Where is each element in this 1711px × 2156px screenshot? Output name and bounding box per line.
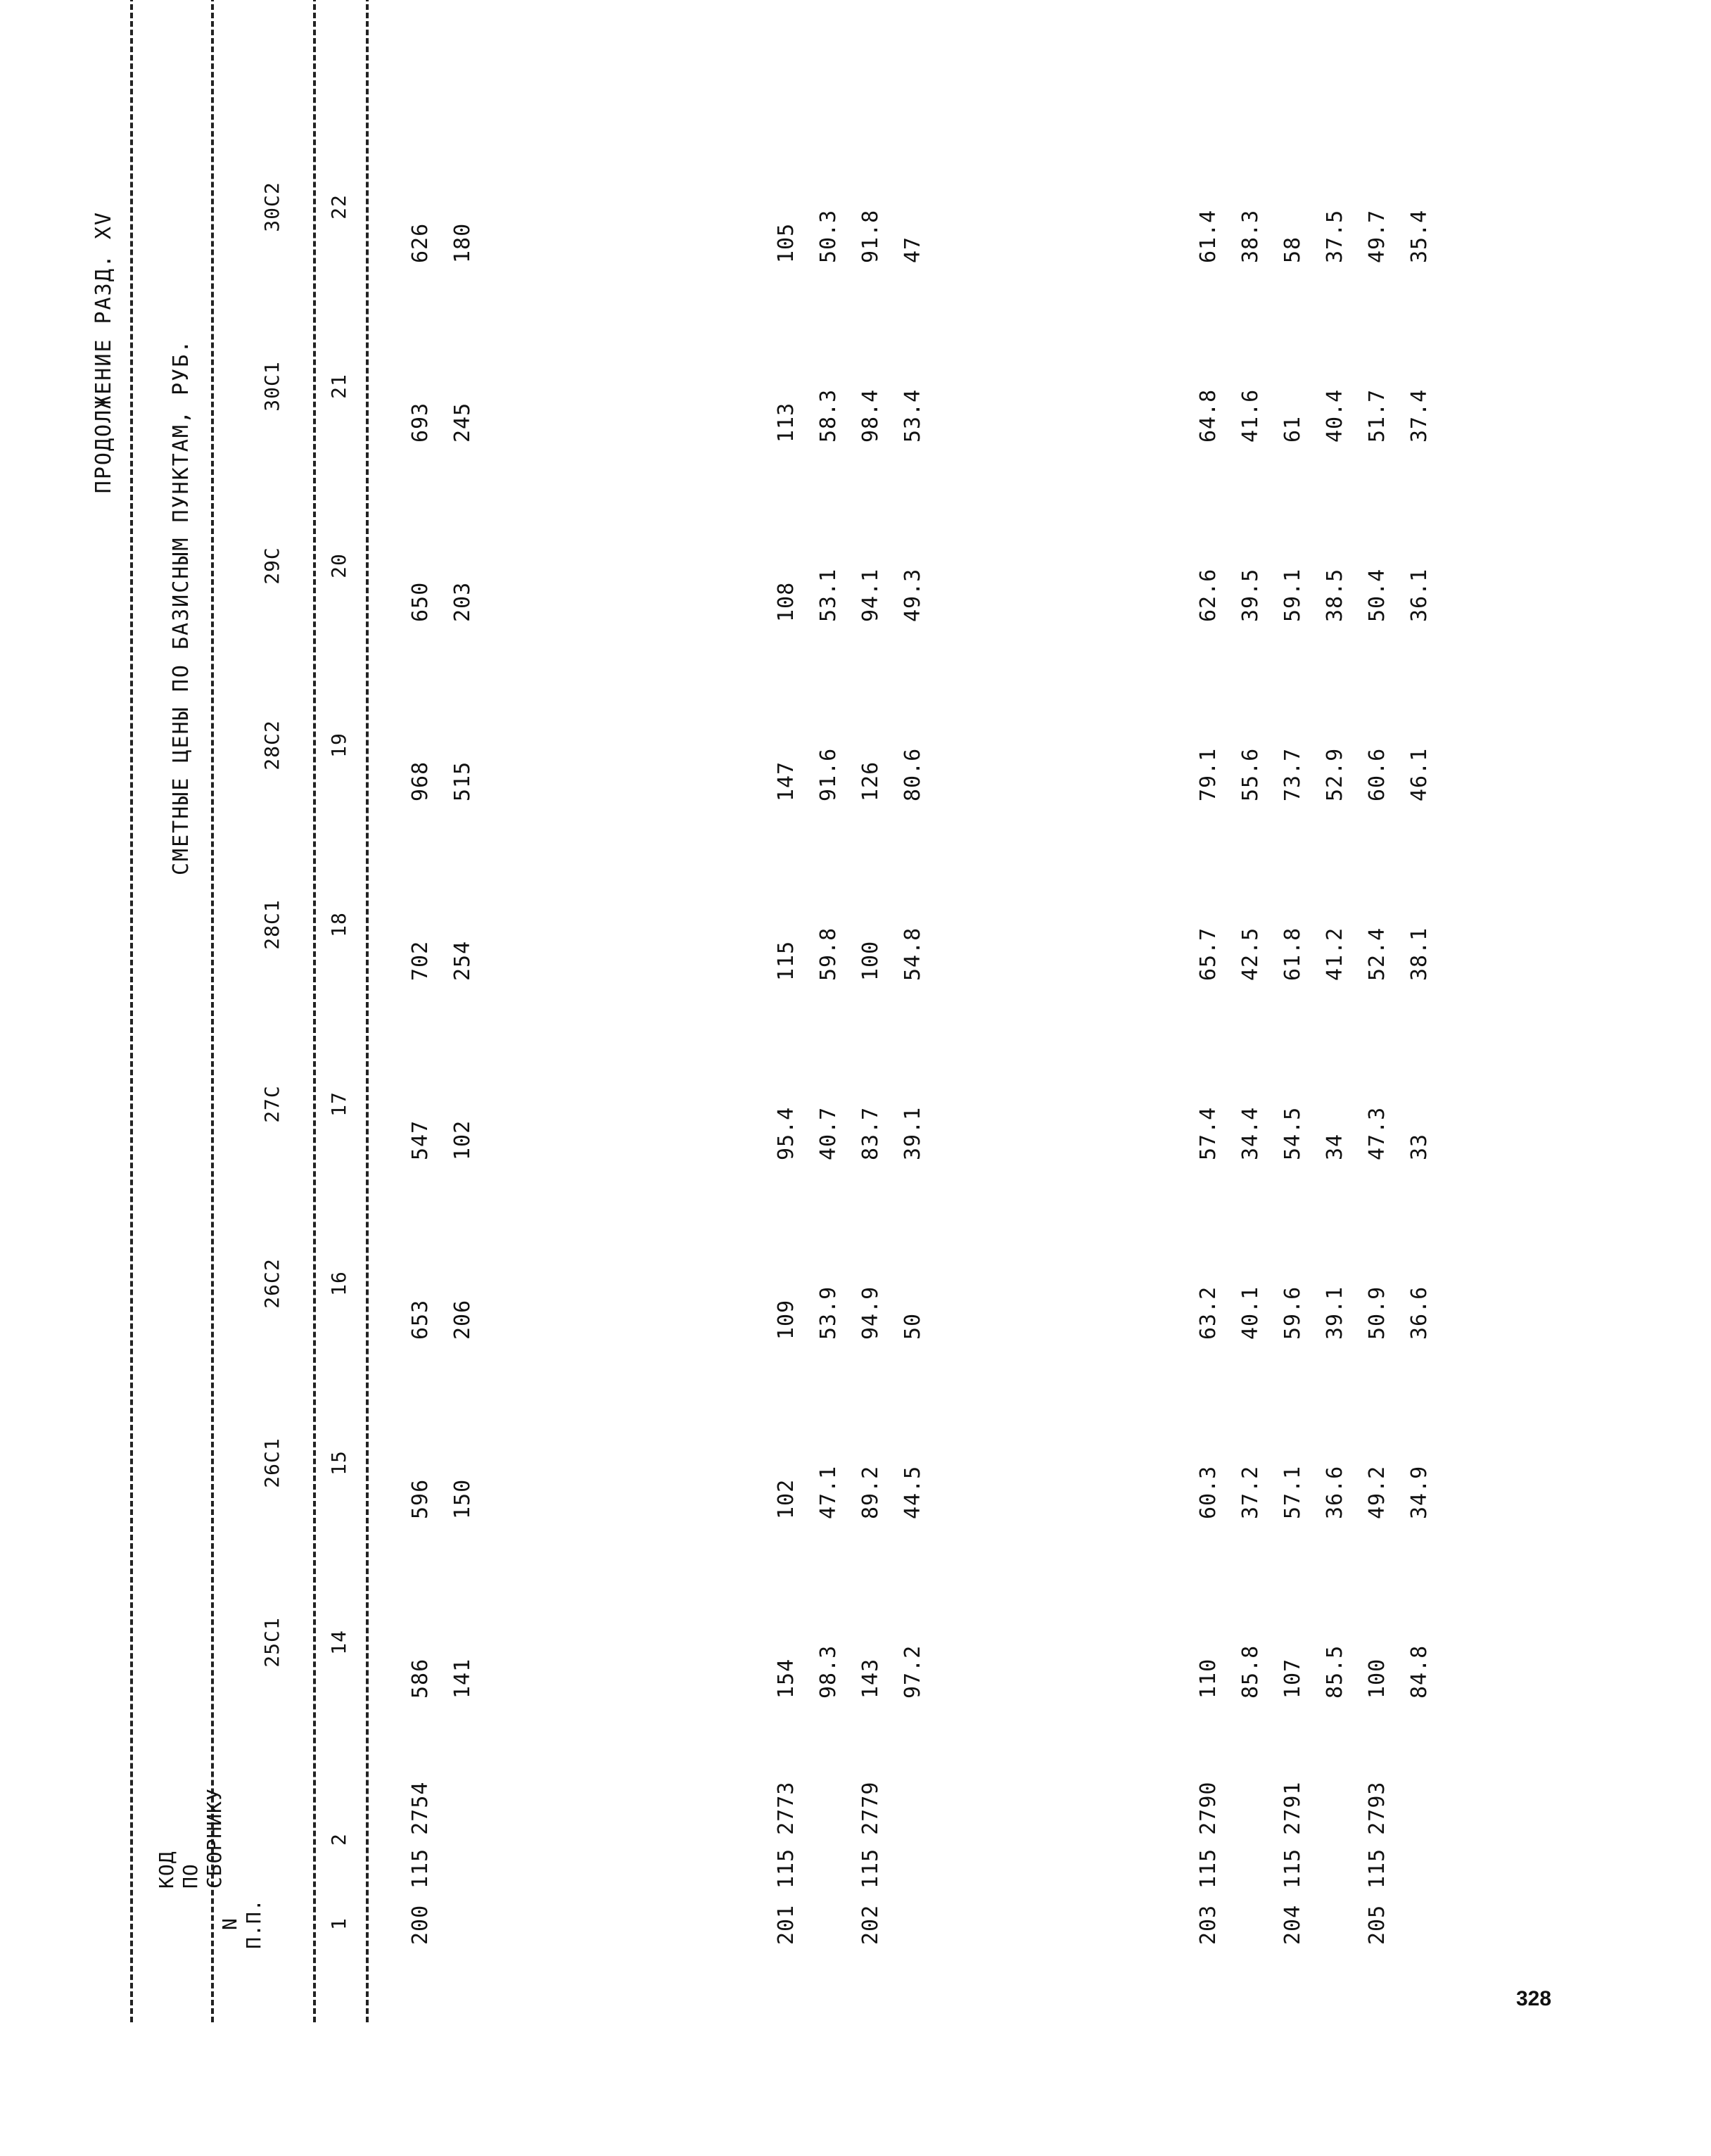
row-value: 55.6: [1238, 747, 1263, 801]
row-value: 254: [450, 940, 475, 981]
column-number: 21: [327, 374, 350, 399]
row-value: 35.4: [1407, 209, 1432, 263]
row-value: 97.2: [901, 1644, 925, 1699]
table-row: [858, 0, 901, 2156]
table-row: [816, 0, 858, 2156]
row-value: 102: [774, 1478, 799, 1519]
row-value: 94.1: [858, 568, 883, 622]
table-row: [1196, 0, 1238, 2156]
col-num-label: N П.П.: [218, 1898, 265, 1949]
row-value: 102: [450, 1120, 475, 1160]
table-row: [901, 0, 943, 2156]
row-value: 49.3: [901, 568, 925, 622]
page-number: 328: [1516, 1987, 1552, 2010]
row-value: 34: [1323, 1133, 1347, 1160]
row-value: 98.4: [858, 388, 883, 443]
row-value: 206: [450, 1299, 475, 1340]
row-value: 34.9: [1407, 1465, 1432, 1519]
table-row: [408, 0, 450, 2156]
row-value: 80.6: [901, 747, 925, 801]
column-number: 22: [327, 194, 350, 220]
row-value: 150: [450, 1478, 475, 1519]
row-value: 702: [408, 940, 433, 981]
row-value: 57.4: [1196, 1106, 1221, 1160]
row-value: 49.7: [1365, 209, 1389, 263]
row-value: 62.6: [1196, 568, 1221, 622]
column-number: 17: [327, 1091, 350, 1117]
row-value: 64.8: [1196, 388, 1221, 443]
row-number: 204: [1280, 1904, 1305, 1945]
row-value: 40.4: [1323, 388, 1347, 443]
row-value: 54.8: [901, 927, 925, 981]
row-code: 115 2790: [1196, 1781, 1221, 1889]
group-title: СМЕТНЫЕ ЦЕНЫ ПО БАЗИСНЫМ ПУНКТАМ, РУБ.: [169, 338, 193, 875]
row-value: 693: [408, 402, 433, 443]
row-value: 98.3: [816, 1644, 841, 1699]
row-value: 33: [1407, 1133, 1432, 1160]
column-number: 18: [327, 912, 350, 937]
row-value: 245: [450, 402, 475, 443]
col-code-number: 2: [327, 1833, 350, 1846]
row-number: 201: [774, 1904, 799, 1945]
row-value: 968: [408, 761, 433, 801]
row-number: 202: [858, 1904, 883, 1945]
row-value: 57.1: [1280, 1465, 1305, 1519]
row-value: 37.5: [1323, 209, 1347, 263]
row-value: 46.1: [1407, 747, 1432, 801]
row-value: 38.1: [1407, 927, 1432, 981]
row-value: 50.9: [1365, 1286, 1389, 1340]
row-value: 141: [450, 1658, 475, 1699]
column-number: 14: [327, 1630, 350, 1655]
column-header: 29С: [260, 547, 284, 585]
row-number: 203: [1196, 1904, 1221, 1945]
row-value: 653: [408, 1299, 433, 1340]
row-value: 180: [450, 222, 475, 263]
row-value: 50.3: [816, 209, 841, 263]
row-value: 105: [774, 222, 799, 263]
row-value: 61.4: [1196, 209, 1221, 263]
column-number: 16: [327, 1271, 350, 1296]
row-value: 85.5: [1323, 1644, 1347, 1699]
column-header: 28С2: [260, 720, 284, 771]
row-value: 54.5: [1280, 1106, 1305, 1160]
row-value: 586: [408, 1658, 433, 1699]
row-value: 100: [1365, 1658, 1389, 1699]
row-value: 596: [408, 1478, 433, 1519]
row-value: 51.7: [1365, 388, 1389, 443]
row-code: 115 2773: [774, 1781, 799, 1889]
column-number: 20: [327, 553, 350, 578]
column-header: 30С2: [260, 182, 284, 232]
row-value: 59.6: [1280, 1286, 1305, 1340]
row-value: 126: [858, 761, 883, 801]
row-value: 52.4: [1365, 927, 1389, 981]
row-value: 61.8: [1280, 927, 1305, 981]
row-value: 100: [858, 940, 883, 981]
row-value: 58: [1280, 236, 1305, 263]
row-value: 41.2: [1323, 927, 1347, 981]
row-value: 109: [774, 1299, 799, 1340]
row-value: 40.1: [1238, 1286, 1263, 1340]
row-code: 115 2754: [408, 1781, 433, 1889]
column-header: 28С1: [260, 899, 284, 950]
row-value: 40.7: [816, 1106, 841, 1160]
row-value: 147: [774, 761, 799, 801]
row-value: 61: [1280, 415, 1305, 443]
row-value: 203: [450, 581, 475, 622]
row-value: 37.2: [1238, 1465, 1263, 1519]
row-value: 49.2: [1365, 1465, 1389, 1519]
row-value: 108: [774, 581, 799, 622]
header-sub-rule: [211, 0, 214, 2022]
row-value: 115: [774, 940, 799, 981]
row-value: 50.4: [1365, 568, 1389, 622]
table-row: [1280, 0, 1323, 2156]
row-value: 73.7: [1280, 747, 1305, 801]
row-value: 154: [774, 1658, 799, 1699]
row-value: 94.9: [858, 1286, 883, 1340]
row-value: 107: [1280, 1658, 1305, 1699]
header-mid-rule: [313, 0, 316, 2022]
table-row: [1323, 0, 1365, 2156]
row-value: 47: [901, 236, 925, 263]
section-title: ПРОДОЛЖЕНИЕ РАЗД. XV: [91, 211, 116, 494]
column-header: 27С: [260, 1085, 284, 1123]
row-value: 52.9: [1323, 747, 1347, 801]
row-value: 38.5: [1323, 568, 1347, 622]
column-header: 26С1: [260, 1438, 284, 1488]
table-row: [1365, 0, 1407, 2156]
row-code: 115 2793: [1365, 1781, 1389, 1889]
column-header: 26С2: [260, 1258, 284, 1309]
row-value: 47.3: [1365, 1106, 1389, 1160]
col-code-label: КОД ПО СБОРНИКУ: [155, 1788, 226, 1889]
row-value: 65.7: [1196, 927, 1221, 981]
column-header: 25С1: [260, 1617, 284, 1668]
row-value: 39.5: [1238, 568, 1263, 622]
row-value: 91.8: [858, 209, 883, 263]
row-value: 42.5: [1238, 927, 1263, 981]
row-value: 60.6: [1365, 747, 1389, 801]
row-value: 63.2: [1196, 1286, 1221, 1340]
row-value: 50: [901, 1312, 925, 1340]
row-value: 91.6: [816, 747, 841, 801]
table-row: [1238, 0, 1280, 2156]
column-number: 19: [327, 733, 350, 758]
row-value: 84.8: [1407, 1644, 1432, 1699]
row-value: 110: [1196, 1658, 1221, 1699]
row-value: 53.4: [901, 388, 925, 443]
row-value: 37.4: [1407, 388, 1432, 443]
row-value: 34.4: [1238, 1106, 1263, 1160]
row-value: 60.3: [1196, 1465, 1221, 1519]
row-value: 626: [408, 222, 433, 263]
row-value: 650: [408, 581, 433, 622]
row-value: 53.1: [816, 568, 841, 622]
row-value: 36.1: [1407, 568, 1432, 622]
row-value: 143: [858, 1658, 883, 1699]
row-value: 36.6: [1323, 1465, 1347, 1519]
row-value: 83.7: [858, 1106, 883, 1160]
row-value: 59.8: [816, 927, 841, 981]
row-number: 200: [408, 1904, 433, 1945]
row-value: 41.6: [1238, 388, 1263, 443]
row-number: 205: [1365, 1904, 1389, 1945]
column-number: 15: [327, 1450, 350, 1476]
row-value: 547: [408, 1120, 433, 1160]
row-value: 89.2: [858, 1465, 883, 1519]
row-value: 515: [450, 761, 475, 801]
row-code: 115 2791: [1280, 1781, 1305, 1889]
row-value: 85.8: [1238, 1644, 1263, 1699]
header-bottom-rule: [366, 0, 369, 2022]
row-value: 53.9: [816, 1286, 841, 1340]
col-num-number: 1: [327, 1917, 350, 1930]
row-value: 47.1: [816, 1465, 841, 1519]
row-value: 79.1: [1196, 747, 1221, 801]
row-value: 95.4: [774, 1106, 799, 1160]
column-header: 30С1: [260, 361, 284, 412]
header-top-rule: [130, 0, 133, 2022]
row-value: 39.1: [1323, 1286, 1347, 1340]
row-value: 58.3: [816, 388, 841, 443]
row-value: 38.3: [1238, 209, 1263, 263]
row-value: 36.6: [1407, 1286, 1432, 1340]
table-row: [774, 0, 816, 2156]
row-value: 39.1: [901, 1106, 925, 1160]
row-code: 115 2779: [858, 1781, 883, 1889]
table-row: [1407, 0, 1449, 2156]
table-row: [450, 0, 492, 2156]
row-value: 44.5: [901, 1465, 925, 1519]
row-value: 59.1: [1280, 568, 1305, 622]
row-value: 113: [774, 402, 799, 443]
